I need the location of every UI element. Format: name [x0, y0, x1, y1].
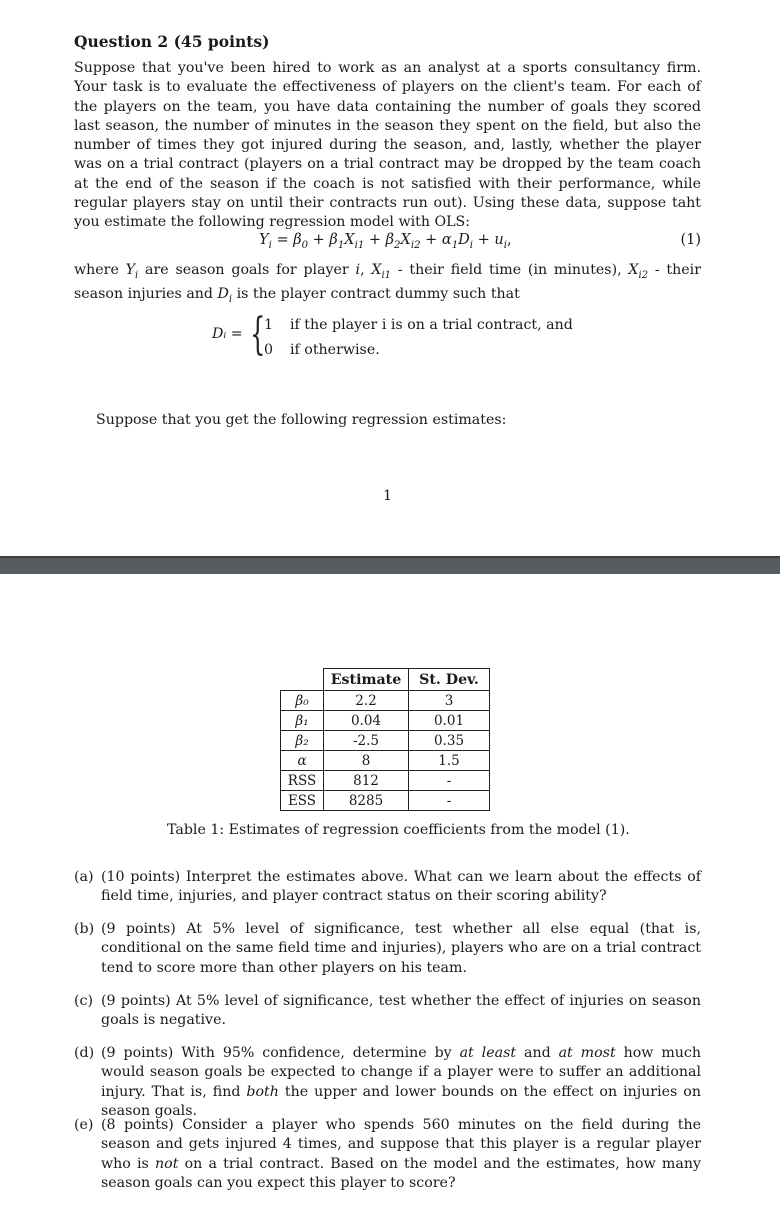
table-row — [281, 751, 490, 771]
header-stdev: St. Dev. — [409, 669, 490, 691]
row-sd: 0.01 — [409, 711, 490, 731]
case-row-2: 0 if otherwise. — [264, 342, 380, 358]
header-estimate: Estimate — [324, 669, 409, 691]
row-label: β₂ — [281, 731, 324, 751]
page-2 — [0, 574, 780, 1226]
question-title: Question 2 (45 points) — [74, 32, 270, 51]
question-a — [74, 868, 701, 907]
question-c — [74, 992, 701, 1031]
equation-formula: $Y_i = \beta_0 + \beta_1X_{i1} + \beta_2X_{i2} + \alpha_1D_i + u_i$, — [259, 232, 512, 251]
row-estimate: 0.04 — [324, 711, 409, 731]
question-d — [74, 1044, 701, 1121]
row-estimate: 812 — [324, 771, 409, 791]
suppose-text: Suppose that you get the following regression estimates: — [96, 412, 507, 428]
question-text: (9 points) With 95% confidence, determine by at least and at most how much would season goals be expected to change if a player were to suffer an additional injury. That is, find both the upper and lower bounds on the effect on injuries on season goals. — [101, 1045, 701, 1119]
table-caption: Table 1: Estimates of regression coefficients from the model (1). — [167, 822, 630, 838]
row-sd: - — [409, 791, 490, 811]
row-sd: 3 — [409, 691, 490, 711]
curly-brace: { — [250, 309, 266, 360]
table-row — [281, 791, 490, 811]
row-estimate: 2.2 — [324, 691, 409, 711]
question-text: (8 points) Consider a player who spends 560 minutes on the field during the season and gets injured 4 times, and suppose that this player is a regular player who is not on a trial contract. Based on the model and the estimates, how many season goals can you expect this player to score? — [101, 1117, 701, 1191]
row-sd: 1.5 — [409, 751, 490, 771]
regression-equation — [74, 232, 701, 252]
where-paragraph: where $Y_i$ are season goals for player i, $X_{i1}$ - their field time (in minutes), $X_{i2}$ - their season injuries and $D_i$ is the player contract dummy such that — [74, 262, 701, 305]
question-text: (10 points) Interpret the estimates above. What can we learn about the effects of field time, injuries, and player contract status on their scoring ability? — [101, 869, 701, 905]
dummy-lhs: Dᵢ = — [212, 326, 243, 342]
row-sd: - — [409, 771, 490, 791]
equation-number: (1) — [680, 232, 701, 248]
question-label: (e) — [74, 1117, 94, 1133]
question-text: (9 points) At 5% level of significance, test whether the effect of injuries on season goals is negative. — [101, 993, 701, 1029]
question-text: (9 points) At 5% level of significance, test whether all else equal (that is, conditional on the same field time and injuries), players who are on a trial contract tend to score more than other players on his team. — [101, 921, 701, 976]
row-label: β₀ — [281, 691, 324, 711]
row-estimate: -2.5 — [324, 731, 409, 751]
row-label: ESS — [281, 791, 324, 811]
row-label: β₁ — [281, 711, 324, 731]
table-row — [281, 731, 490, 751]
question-label: (a) — [74, 869, 94, 885]
page-number: 1 — [383, 488, 393, 504]
intro-paragraph: Suppose that you've been hired to work as an analyst at a sports consultancy firm. Your task is to evaluate the effectiveness of players on the client's team. For each of the players on the team, you have data containing the number of goals they scored last season, the number of minutes in the season they spent on the field, but also the number of times they got injured during the season, and, lastly, whether the player was on a trial contract (players on a trial contract may be dropped by the team coach at the end of the season if the coach is not satisfied with their performance, while regular players stay on until their contracts run out). Using these data, suppose taht you estimate the following regression model with OLS: — [74, 60, 701, 231]
estimates-table — [280, 668, 490, 811]
question-label: (d) — [74, 1045, 95, 1061]
table-row — [281, 771, 490, 791]
question-label: (c) — [74, 993, 94, 1009]
table-corner — [281, 669, 324, 691]
page-divider — [0, 556, 780, 576]
row-label: α — [281, 751, 324, 771]
row-estimate: 8 — [324, 751, 409, 771]
row-label: RSS — [281, 771, 324, 791]
question-e — [74, 1116, 701, 1193]
question-label: (b) — [74, 921, 95, 937]
row-estimate: 8285 — [324, 791, 409, 811]
table-row — [281, 711, 490, 731]
page-1 — [0, 0, 780, 556]
row-sd: 0.35 — [409, 731, 490, 751]
table-header-row — [281, 669, 490, 691]
case-row-1: 1 if the player i is on a trial contract, and — [264, 317, 573, 333]
question-b — [74, 920, 701, 978]
table-row — [281, 691, 490, 711]
